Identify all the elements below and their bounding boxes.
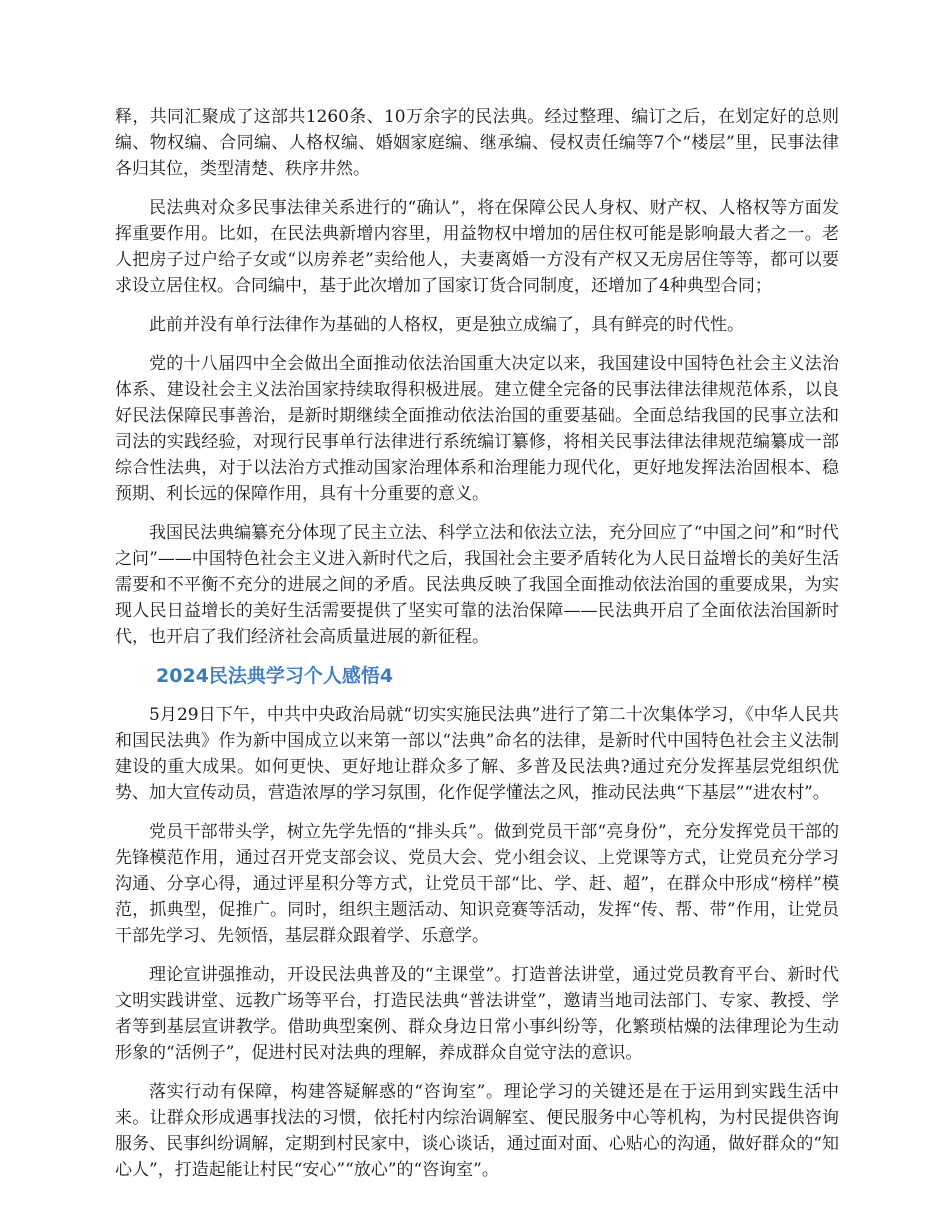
paragraph: 党员干部带头学，树立先学先悟的“排头兵”。做到党员干部“亮身份”，充分发挥党员干部的先锋模范作用，通过召开党支部会议、党员大会、党小组会议、上党课等方式，让党员充分学习沟通、分享心得，通过评星积分等方式，让党员干部“比、学、赶、超”，在群众中形成“榜样”模范，抓典型，促推广。同时，组织主题活动、知识竞赛等活动，发挥“传、帮、带”作用，让党员干部先学习、先领悟，基层群众跟着学、乐意学。 bbox=[115, 822, 839, 946]
paragraph: 党的十八届四中全会做出全面推动依法治国重大决定以来，我国建设中国特色社会主义法治体系、建设社会主义法治国家持续取得积极进展。建立健全完备的民事法律法律规范体系，以良好民法保障民事善治，是新时期继续全面推动依法治国的重要基础。全面总结我国的民事立法和司法的实践经验，对现行民事单行法律进行系统编订纂修，将相关民事法律法律规范编纂成一部综合性法典，对于以法治方式推动国家治理体系和治理能力现代化，更好地发挥法治固根本、稳预期、利长远的保障作用，具有十分重要的意义。 bbox=[115, 354, 839, 504]
paragraph: 理论宣讲强推动，开设民法典普及的“主课堂”。打造普法讲堂，通过党员教育平台、新时代文明实践讲堂、远教广场等平台，打造民法典“普法讲堂”，邀请当地司法部门、专家、教授、学者等到基层宣讲教学。借助典型案例、群众身边日常小事纠纷等，化繁琐枯燥的法律理论为生动形象的“活例子”，促进村民对法典的理解，养成群众自觉守法的意识。 bbox=[115, 965, 839, 1063]
paragraph: 落实行动有保障，构建答疑解惑的“咨询室”。理论学习的关键还是在于运用到实践生活中来。让群众形成遇事找法的习惯，依托村内综治调解室、便民服务中心等机构，为村民提供咨询服务、民事纠纷调解，定期到村民家中，谈心谈话，通过面对面、心贴心的沟通，做好群众的“知心人”，打造起能让村民“安心”“放心”的“咨询室”。 bbox=[115, 1082, 839, 1180]
paragraph-gap bbox=[115, 507, 839, 520]
paragraph-gap bbox=[115, 806, 839, 819]
paragraph-gap bbox=[115, 299, 839, 312]
document-page bbox=[115, 104, 839, 1183]
paragraph-gap bbox=[115, 689, 839, 702]
paragraph: 民法典对众多民事法律关系进行的“确认”，将在保障公民人身权、财产权、人格权等方面发挥重要作用。比如，在民法典新增内容里，用益物权中增加的居住权可能是影响最大者之一。老人把房子过户给子女或“以房养老”卖给他人，夫妻离婚一方没有产权又无房居住等等，都可以要求设立居住权。合同编中，基于此次增加了国家订货合同制度，还增加了4种典型合同； bbox=[115, 198, 839, 296]
paragraph: 5月29日下午，中共中央政治局就“切实实施民法典”进行了第二十次集体学习，《中华人民共和国民法典》作为新中国成立以来第一部以“法典”命名的法律，是新时代中国特色社会主义法制建设的重大成果。如何更快、更好地让群众多了解、多普及民法典?通过充分发挥基层党组织优势、加大宣传动员，营造浓厚的学习氛围，化作促学懂法之风，推动民法典“下基层”“进农村”。 bbox=[115, 705, 839, 803]
paragraph-gap bbox=[115, 650, 839, 663]
paragraph-gap bbox=[115, 949, 839, 962]
paragraph: 此前并没有单行法律作为基础的人格权，更是独立成编了，具有鲜亮的时代性。 bbox=[149, 315, 744, 335]
section-heading: 2024民法典学习个人感悟4 bbox=[156, 665, 394, 687]
paragraph-continuation: 释，共同汇聚成了这部共1260条、10万余字的民法典。经过整理、编订之后，在划定好的总则编、物权编、合同编、人格权编、婚姻家庭编、继承编、侵权责任编等7个“楼层”里，民事法律各归其位，类型清楚、秩序井然。 bbox=[115, 107, 839, 179]
paragraph-gap bbox=[115, 182, 839, 195]
paragraph: 我国民法典编纂充分体现了民主立法、科学立法和依法立法，充分回应了“中国之问”和“时代之问”——中国特色社会主义进入新时代之后，我国社会主要矛盾转化为人民日益增长的美好生活需要和不平衡不充分的进展之间的矛盾。民法典反映了我国全面推动依法治国的重要成果，为实现人民日益增长的美好生活需要提供了坚实可靠的法治保障——民法典开启了全面依法治国新时代，也开启了我们经济社会高质量进展的新征程。 bbox=[115, 523, 839, 647]
paragraph-gap bbox=[115, 1066, 839, 1079]
paragraph-gap bbox=[115, 338, 839, 351]
